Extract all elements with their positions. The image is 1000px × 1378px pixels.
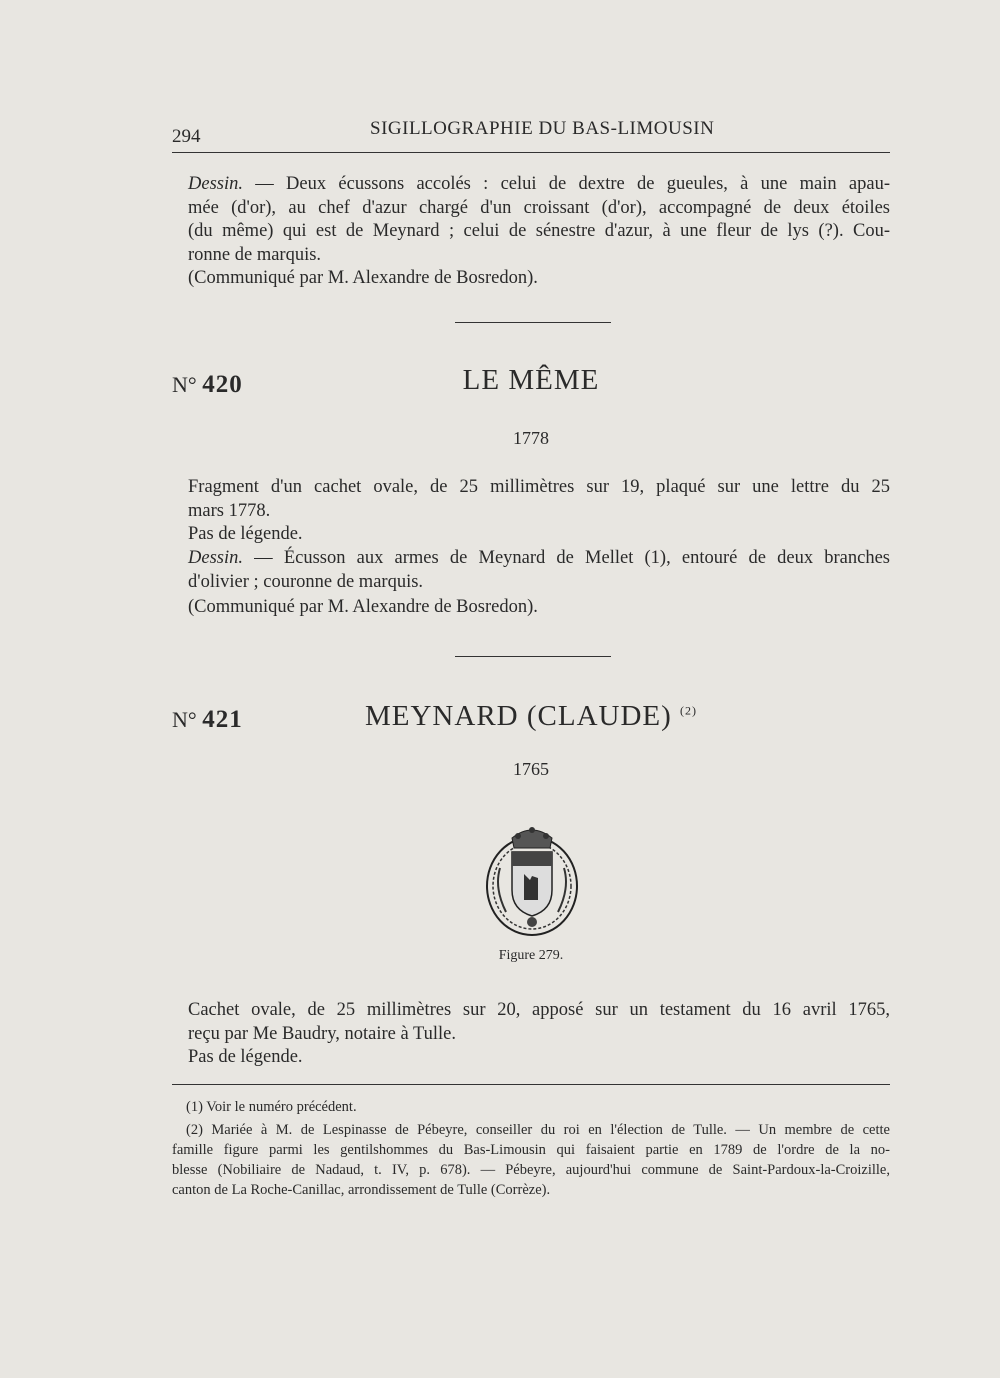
dessin-paragraph-420: Dessin. — Écusson aux armes de Meynard de Mellet (1), entouré de deux branches d'olivier ; couronne de marquis. xyxy=(188,548,890,592)
dessin-label: Dessin. xyxy=(188,174,243,194)
dessin-paragraph-top: Dessin. — Deux écussons accolés : celui de dextre de gueules, à une main apau- mée (d'or), au chef d'azur chargé d'un croissant (d'or), accompagné de deux étoiles (du même) qui est de Meynard ; celui de sénestre d'azur, à une fleur de lys (?). Cou- ronne de marquis. xyxy=(188,174,890,265)
footnote-2: (2) Mariée à M. de Lespinasse de Pébeyre, conseiller du roi en l'élection de Tulle. — Un membre de cette famille figure parmi les gentilshommes du Bas-Limousin qui faisaient partie en 1789 de l'ordre de la no- blesse (Nobiliaire de Nadaud, t. IV, p. 678). — Pébeyre, aujourd'hui commune de Saint-Pardoux-la-Croizille, canton de La Roche-Canillac, arrondissement de Tulle (Corrèze). xyxy=(172,1122,890,1198)
seal-figure xyxy=(482,818,582,938)
entry-title-421: MEYNARD (CLAUDE) $^{(2)}$ xyxy=(364,700,698,732)
cachet-paragraph: Cachet ovale, de 25 millimètres sur 20, apposé sur un testament du 16 avril 1765, reçu par Me Baudry, notaire à Tulle. xyxy=(188,1000,890,1044)
entry-number-420: N° 420 xyxy=(172,371,243,398)
entry-number-421: N° 421 xyxy=(172,706,243,733)
header-rule xyxy=(172,152,890,153)
entry-year-421: 1765 xyxy=(513,759,549,779)
legend-421: Pas de légende. xyxy=(188,1047,303,1067)
page-number: 294 xyxy=(172,126,201,147)
fragment-paragraph: Fragment d'un cachet ovale, de 25 millimètres sur 19, plaqué sur une lettre du 25 mars 1778. xyxy=(188,477,890,521)
running-title: SIGILLOGRAPHIE DU BAS-LIMOUSIN xyxy=(370,118,715,139)
communique-top: (Communiqué par M. Alexandre de Bosredon). xyxy=(188,268,538,288)
entry-title-420: LE MÊME xyxy=(462,364,600,396)
figure-caption: Figure 279. xyxy=(498,948,564,963)
footnote-1: (1) Voir le numéro précédent. xyxy=(186,1099,357,1115)
entry-year-420: 1778 xyxy=(513,428,549,448)
legend-420: Pas de légende. xyxy=(188,524,303,544)
communique-420: (Communiqué par M. Alexandre de Bosredon). xyxy=(188,597,538,617)
separator-rule xyxy=(455,656,611,657)
separator-rule xyxy=(455,322,611,323)
footnote-rule xyxy=(172,1084,890,1085)
